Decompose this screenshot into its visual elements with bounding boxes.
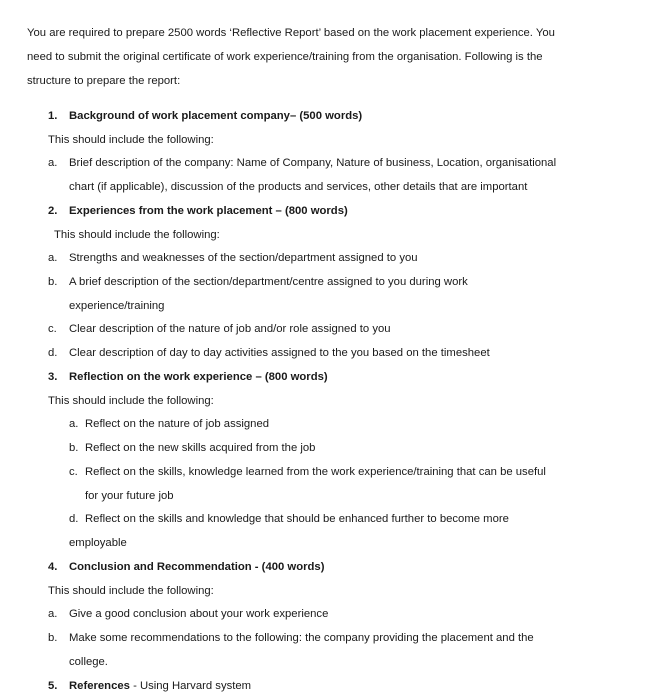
section-3-d-line-2: employable xyxy=(69,537,127,549)
section-3-d-line-1: Reflect on the skills and knowledge that should be enhanced further to become more xyxy=(85,513,509,525)
section-5-number: 5. xyxy=(48,680,58,692)
section-1-heading: Background of work placement company– (500 words) xyxy=(69,110,363,122)
section-2-d-marker: d. xyxy=(48,347,58,359)
section-2-c-marker: c. xyxy=(48,323,57,335)
intro-line-3: structure to prepare the report: xyxy=(27,75,181,87)
section-3-number: 3. xyxy=(48,371,58,383)
section-1-a-line-2: chart (if applicable), discussion of the products and services, other details that are important xyxy=(69,181,528,193)
section-4-a-text: Give a good conclusion about your work experience xyxy=(69,608,329,620)
section-2-lead: This should include the following: xyxy=(54,229,220,241)
section-3-c-line-1: Reflect on the skills, knowledge learned from the work experience/training that can be useful xyxy=(85,466,546,478)
section-1-a-line-1: Brief description of the company: Name of Company, Nature of business, Location, organisational xyxy=(69,157,557,169)
section-5-line xyxy=(69,679,251,693)
section-5-heading: References xyxy=(69,680,130,692)
section-4-b-line-1: Make some recommendations to the following: the company providing the placement and the xyxy=(69,632,534,644)
section-3-heading: Reflection on the work experience – (800 words) xyxy=(69,371,328,383)
intro-line-1: You are required to prepare 2500 words ‘Reflective Report’ based on the work placement experience. You xyxy=(27,27,555,39)
section-4-number: 4. xyxy=(48,561,58,573)
section-2-b-marker: b. xyxy=(48,276,58,288)
section-2-a-marker: a. xyxy=(48,252,58,264)
section-3-a-marker: a. xyxy=(69,418,79,430)
section-1-number: 1. xyxy=(48,110,58,122)
section-3-a-text: Reflect on the nature of job assigned xyxy=(85,418,270,430)
section-4-lead: This should include the following: xyxy=(48,585,214,597)
section-1-a-marker: a. xyxy=(48,157,58,169)
section-2-b-line-2: experience/training xyxy=(69,300,165,312)
section-3-d-marker: d. xyxy=(69,513,79,525)
section-4-a-marker: a. xyxy=(48,608,58,620)
section-3-b-text: Reflect on the new skills acquired from the job xyxy=(85,442,316,454)
section-2-heading: Experiences from the work placement – (800 words) xyxy=(69,205,348,217)
section-5-suffix: - Using Harvard system xyxy=(133,680,252,692)
section-3-c-marker: c. xyxy=(69,466,78,478)
section-2-a-text: Strengths and weaknesses of the section/department assigned to you xyxy=(69,252,418,264)
section-2-b-line-1: A brief description of the section/department/centre assigned to you during work xyxy=(69,276,468,288)
section-3-b-marker: b. xyxy=(69,442,79,454)
section-4-b-line-2: college. xyxy=(69,656,108,668)
section-4-b-marker: b. xyxy=(48,632,58,644)
section-3-lead: This should include the following: xyxy=(48,395,214,407)
section-2-c-text: Clear description of the nature of job and/or role assigned to you xyxy=(69,323,391,335)
section-3-c-line-2: for your future job xyxy=(85,490,174,502)
section-2-d-text: Clear description of day to day activities assigned to the you based on the timesheet xyxy=(69,347,490,359)
section-1-lead: This should include the following: xyxy=(48,134,214,146)
section-2-number: 2. xyxy=(48,205,58,217)
section-4-heading: Conclusion and Recommendation - (400 words) xyxy=(69,561,325,573)
intro-line-2: need to submit the original certificate of work experience/training from the organisation. Following is the xyxy=(27,51,543,63)
